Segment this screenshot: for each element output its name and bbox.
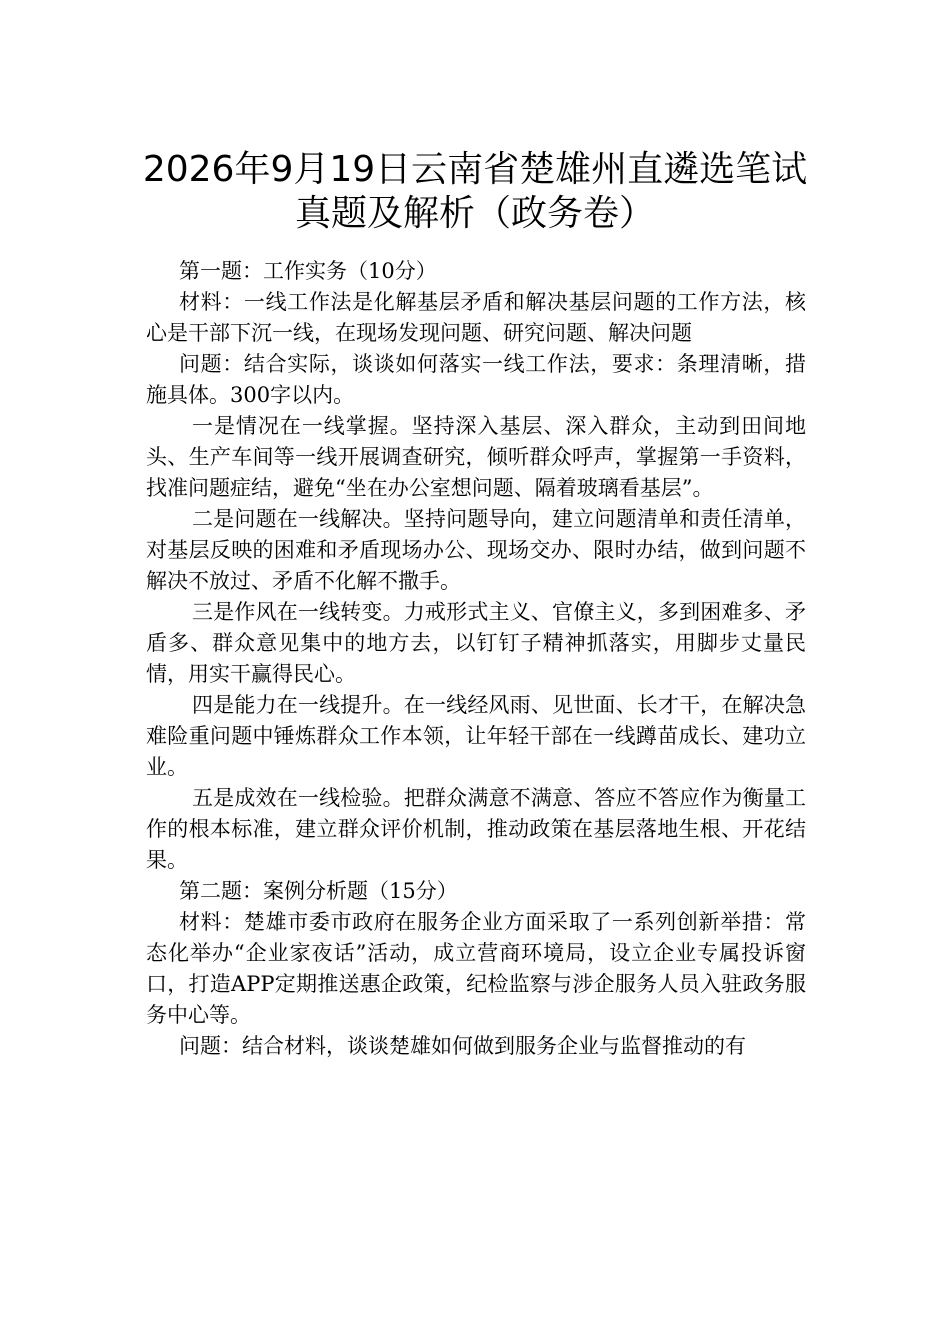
title-line-1: 2026年9月19日云南省楚雄州直遴选笔试 xyxy=(142,149,808,190)
title-line-2: 真题及解析（政务卷） xyxy=(294,193,655,234)
question-1-material: 材料：一线工作法是化解基层矛盾和解决基层问题的工作方法，核心是干部下沉一线，在现场发现问题、研究问题、解决问题 xyxy=(146,290,806,345)
question-2-heading: 第二题：案例分析题（15分） xyxy=(179,879,458,903)
document-body xyxy=(146,256,806,1062)
answer-paragraph-4: 四是能力在一线提升。在一线经风雨、见世面、长才干，在解决急难险重问题中锤炼群众工作本领，让年轻干部在一线蹲苗成长、建功立业。 xyxy=(146,693,806,779)
question-2-prompt: 问题：结合材料，谈谈楚雄如何做到服务企业与监督推动的有 xyxy=(179,1034,746,1058)
document-title xyxy=(100,148,850,236)
question-1-prompt: 问题：结合实际，谈谈如何落实一线工作法，要求：条理清晰，措施具体。300字以内。 xyxy=(146,352,806,407)
answer-paragraph-2: 二是问题在一线解决。坚持问题导向，建立问题清单和责任清单，对基层反映的困难和矛盾现场办公、现场交办、限时办结，做到问题不解决不放过、矛盾不化解不撒手。 xyxy=(146,507,806,593)
answer-paragraph-3: 三是作风在一线转变。力戒形式主义、官僚主义，多到困难多、矛盾多、群众意见集中的地方去，以钉钉子精神抓落实，用脚步丈量民情，用实干赢得民心。 xyxy=(146,600,806,686)
answer-paragraph-1: 一是情况在一线掌握。坚持深入基层、深入群众，主动到田间地头、生产车间等一线开展调查研究，倾听群众呼声，掌握第一手资料，找准问题症结，避免“坐在办公室想问题、隔着玻璃看基层”。 xyxy=(146,414,806,500)
question-2-material: 材料：楚雄市委市政府在服务企业方面采取了一系列创新举措：常态化举办“企业家夜话”活动，成立营商环境局，设立企业专属投诉窗口，打造APP定期推送惠企政策，纪检监察与涉企服务人员入驻政务服务中心等。 xyxy=(146,910,806,1027)
question-1-heading: 第一题：工作实务（10分） xyxy=(179,259,437,283)
answer-paragraph-5: 五是成效在一线检验。把群众满意不满意、答应不答应作为衡量工作的根本标准，建立群众评价机制，推动政策在基层落地生根、开花结果。 xyxy=(146,786,806,872)
